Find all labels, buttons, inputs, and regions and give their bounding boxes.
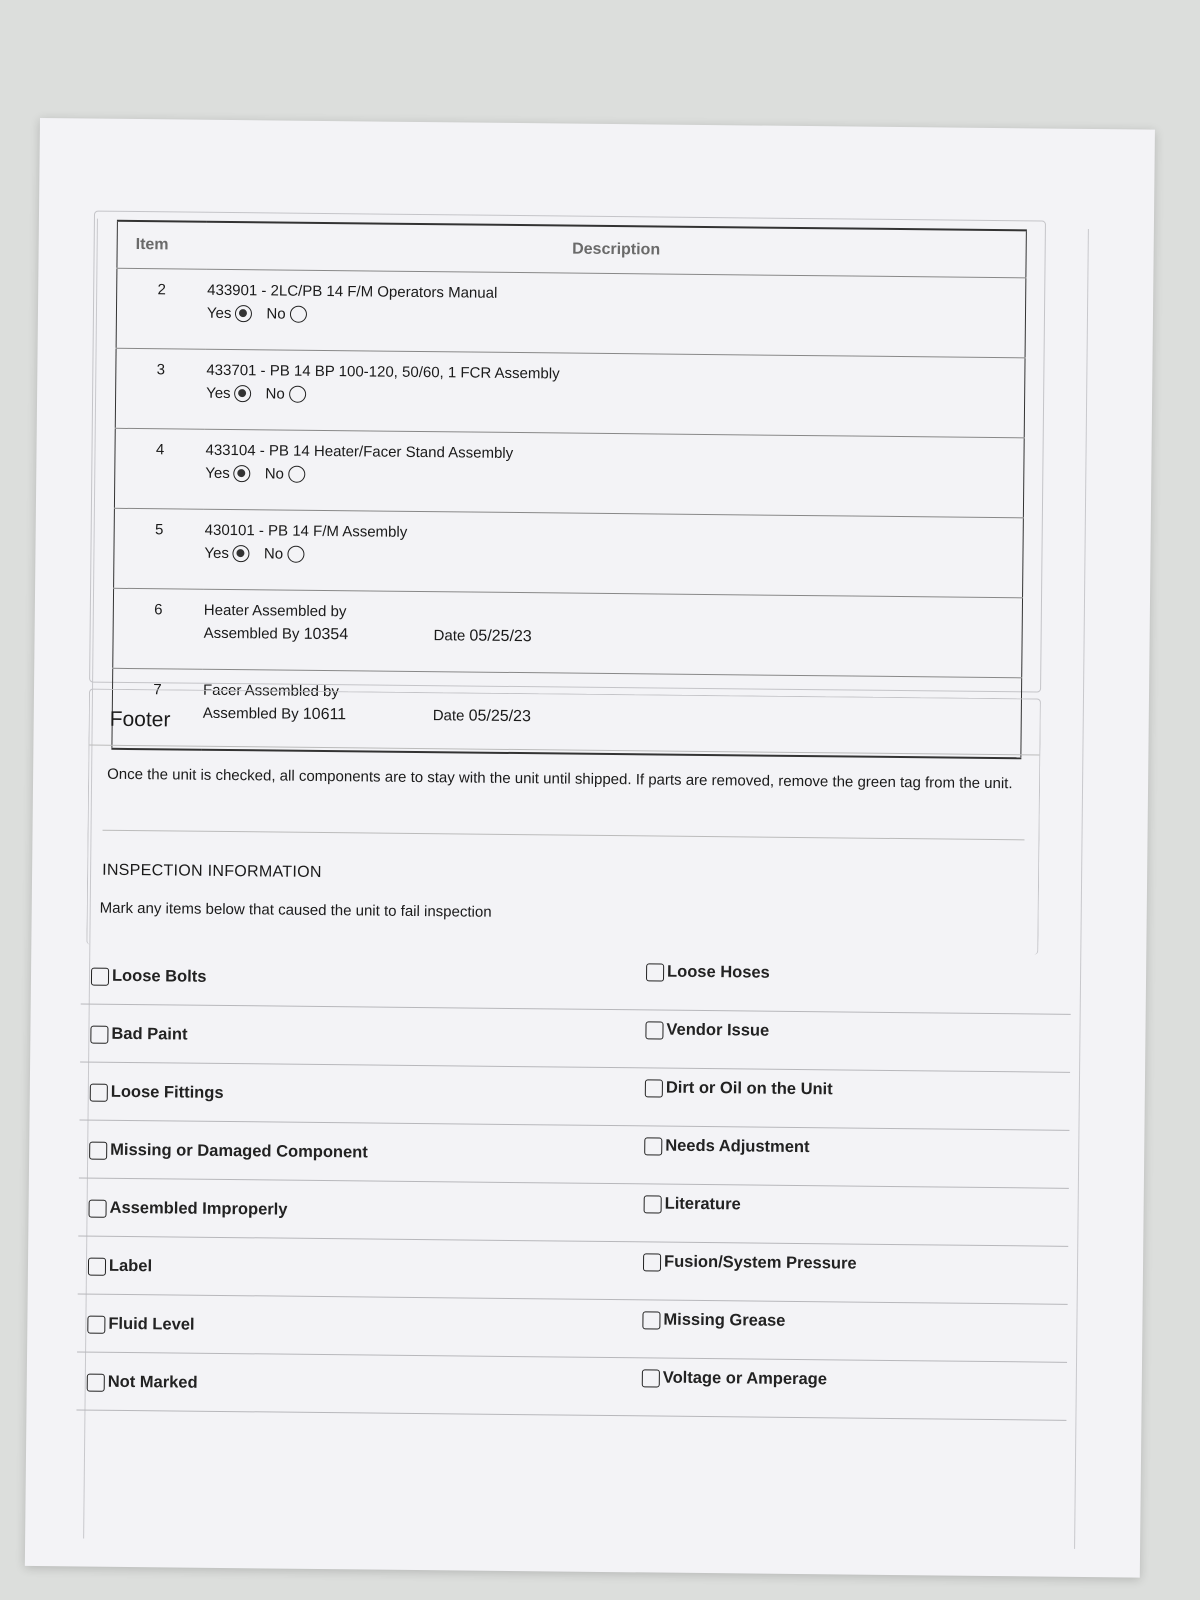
checklist-row: [80, 1004, 1071, 1072]
checkbox-icon[interactable]: [644, 1195, 662, 1213]
date-label: Date: [433, 627, 466, 645]
checkbox-label: Loose Fittings: [110, 1082, 224, 1102]
checkbox-icon[interactable]: [643, 1253, 661, 1271]
divider: [89, 745, 1039, 756]
assembled-by-value: 10611: [302, 705, 347, 724]
row-description-cell: [202, 589, 1022, 678]
checkbox-icon[interactable]: [90, 1083, 108, 1101]
row-number: 3: [115, 348, 205, 429]
checkbox-icon[interactable]: [646, 963, 664, 981]
checkbox-label: Fluid Level: [108, 1314, 195, 1334]
checkbox-voltage-amperage[interactable]: [642, 1368, 827, 1389]
yes-radio-checked[interactable]: [233, 545, 250, 562]
table-row: [113, 588, 1023, 678]
row-number: 7: [153, 681, 162, 699]
inspection-subtitle: Mark any items below that caused the unit to fail inspection: [99, 899, 492, 921]
checkbox-label: Voltage or Amperage: [662, 1368, 828, 1389]
assembled-by-label: Assembled By: [202, 704, 299, 723]
checkbox-bad-paint[interactable]: [90, 1025, 187, 1045]
yes-no-group: [204, 545, 1021, 571]
checkbox-missing-grease[interactable]: [642, 1310, 785, 1330]
date-label: Date: [432, 707, 465, 725]
date-value: 05/25/23: [469, 627, 532, 646]
checkbox-icon[interactable]: [644, 1137, 662, 1155]
date-value: 05/25/23: [468, 707, 531, 726]
checkbox-not-marked[interactable]: [87, 1373, 198, 1393]
table-row: [115, 348, 1025, 438]
checkbox-loose-hoses[interactable]: [646, 962, 770, 982]
yes-no-group: [206, 385, 1023, 411]
yes-label: Yes: [206, 304, 232, 323]
checklist-row: [76, 1352, 1067, 1420]
divider: [103, 830, 1025, 841]
checklist-row: [79, 1120, 1070, 1188]
no-label: No: [264, 465, 285, 483]
checkbox-loose-bolts[interactable]: [91, 967, 207, 987]
no-radio[interactable]: [288, 466, 305, 483]
table-row: [114, 428, 1024, 518]
footer-title: Footer: [109, 707, 171, 732]
row-description: 433104 - PB 14 Heater/Facer Stand Assembly: [205, 441, 514, 462]
row-number: 2: [116, 268, 206, 349]
table-row: [114, 508, 1024, 598]
checkbox-missing-component[interactable]: [89, 1141, 368, 1163]
checkbox-assembled-improperly[interactable]: [88, 1199, 287, 1220]
no-radio[interactable]: [289, 386, 306, 403]
inspection-checklist: [76, 946, 1071, 1420]
checklist-row: [80, 1062, 1071, 1130]
yes-label: Yes: [205, 464, 230, 483]
row-description-cell: [205, 349, 1025, 438]
item-column-header: Item: [117, 221, 207, 269]
checkbox-label: Fusion/System Pressure: [663, 1252, 857, 1273]
checkbox-icon[interactable]: [91, 967, 109, 985]
yes-option[interactable]: [205, 465, 251, 482]
checkbox-label: Needs Adjustment: [665, 1136, 810, 1157]
yes-no-group: [205, 465, 1022, 491]
no-radio[interactable]: [290, 306, 307, 323]
checkbox-icon[interactable]: [87, 1315, 105, 1333]
row-description-cell: [203, 509, 1023, 598]
row-description: 433901 - 2LC/PB 14 F/M Operators Manual: [207, 281, 498, 302]
row-title: Heater Assembled by: [203, 601, 347, 621]
inspection-title: INSPECTION INFORMATION: [102, 861, 322, 881]
footer-text: Once the unit is checked, all components are to stay with the unit until shipped. If parts are removed, remove the green tag from the unit.: [107, 765, 1013, 793]
no-option[interactable]: [265, 465, 305, 482]
no-option[interactable]: [264, 545, 304, 562]
row-description-cell: [206, 269, 1026, 358]
no-label: No: [263, 545, 284, 563]
checkbox-fluid-level[interactable]: [87, 1315, 194, 1335]
checkbox-icon[interactable]: [90, 1025, 108, 1043]
table-row: [116, 268, 1026, 358]
row-number: 5: [114, 508, 204, 589]
checkbox-label: Vendor Issue: [666, 1020, 770, 1040]
checkbox-icon[interactable]: [89, 1141, 107, 1159]
checkbox-dirt-or-oil[interactable]: [645, 1078, 833, 1099]
checkbox-icon[interactable]: [88, 1257, 106, 1275]
checkbox-icon[interactable]: [645, 1079, 663, 1097]
checkbox-label: Missing or Damaged Component: [110, 1140, 368, 1162]
checkbox-label: Missing Grease: [663, 1310, 786, 1330]
checkbox-fusion-pressure[interactable]: [643, 1252, 857, 1273]
checkbox-label: Label: [108, 1256, 153, 1276]
assembled-by-value: 10354: [303, 625, 349, 644]
yes-radio-checked[interactable]: [234, 465, 251, 482]
yes-radio-checked[interactable]: [235, 305, 252, 322]
checkbox-label: Not Marked: [107, 1372, 198, 1392]
checkbox-vendor-issue[interactable]: [645, 1020, 769, 1040]
checkbox-literature[interactable]: [644, 1194, 741, 1214]
checkbox-icon[interactable]: [642, 1369, 660, 1387]
yes-label: Yes: [206, 384, 231, 403]
checkbox-label: Assembled Improperly: [109, 1198, 288, 1219]
row-number: 6: [113, 588, 203, 669]
yes-option[interactable]: [206, 385, 252, 402]
no-option[interactable]: [266, 305, 306, 322]
checkbox-icon[interactable]: [642, 1311, 660, 1329]
yes-option[interactable]: [207, 305, 253, 322]
no-label: No: [265, 385, 285, 403]
checklist-row: [78, 1178, 1069, 1246]
checkbox-needs-adjustment[interactable]: [644, 1136, 809, 1157]
paper-sheet: [25, 118, 1155, 1578]
row-title: Facer Assembled by: [202, 681, 340, 701]
yes-no-group: [207, 305, 1024, 331]
checkbox-icon[interactable]: [645, 1021, 663, 1039]
checklist-row: [78, 1236, 1069, 1304]
checklist-row: [77, 1294, 1068, 1362]
row-number: 4: [114, 428, 204, 509]
items-table: [111, 220, 1027, 760]
no-option[interactable]: [266, 385, 306, 402]
yes-label: Yes: [204, 544, 230, 563]
row-description: 430101 - PB 14 F/M Assembly: [204, 521, 408, 541]
assembled-line: [204, 625, 1021, 652]
row-description-cell: [204, 429, 1024, 518]
description-column-header: Description: [206, 222, 1026, 278]
checkbox-label: Loose Hoses: [667, 962, 770, 982]
checkbox-label: Dirt or Oil on the Unit: [665, 1078, 833, 1099]
checklist-row: [81, 946, 1072, 1014]
no-radio[interactable]: [287, 546, 304, 563]
footer-card: [86, 689, 1041, 955]
checkbox-icon[interactable]: [88, 1199, 106, 1217]
yes-radio-checked[interactable]: [235, 385, 252, 402]
checkbox-label: Bad Paint: [111, 1024, 188, 1044]
yes-option[interactable]: [204, 545, 250, 562]
checkbox-loose-fittings[interactable]: [90, 1083, 224, 1103]
checkbox-icon[interactable]: [87, 1373, 105, 1391]
no-label: No: [266, 305, 286, 323]
checkbox-label: Loose Bolts: [111, 966, 207, 986]
checkbox-label: Literature: [664, 1194, 741, 1214]
row-description: 433701 - PB 14 BP 100-120, 50/60, 1 FCR Assembly: [206, 361, 560, 383]
checkbox-label-item[interactable]: [88, 1257, 152, 1277]
assembled-by-label: Assembled By: [203, 624, 300, 643]
